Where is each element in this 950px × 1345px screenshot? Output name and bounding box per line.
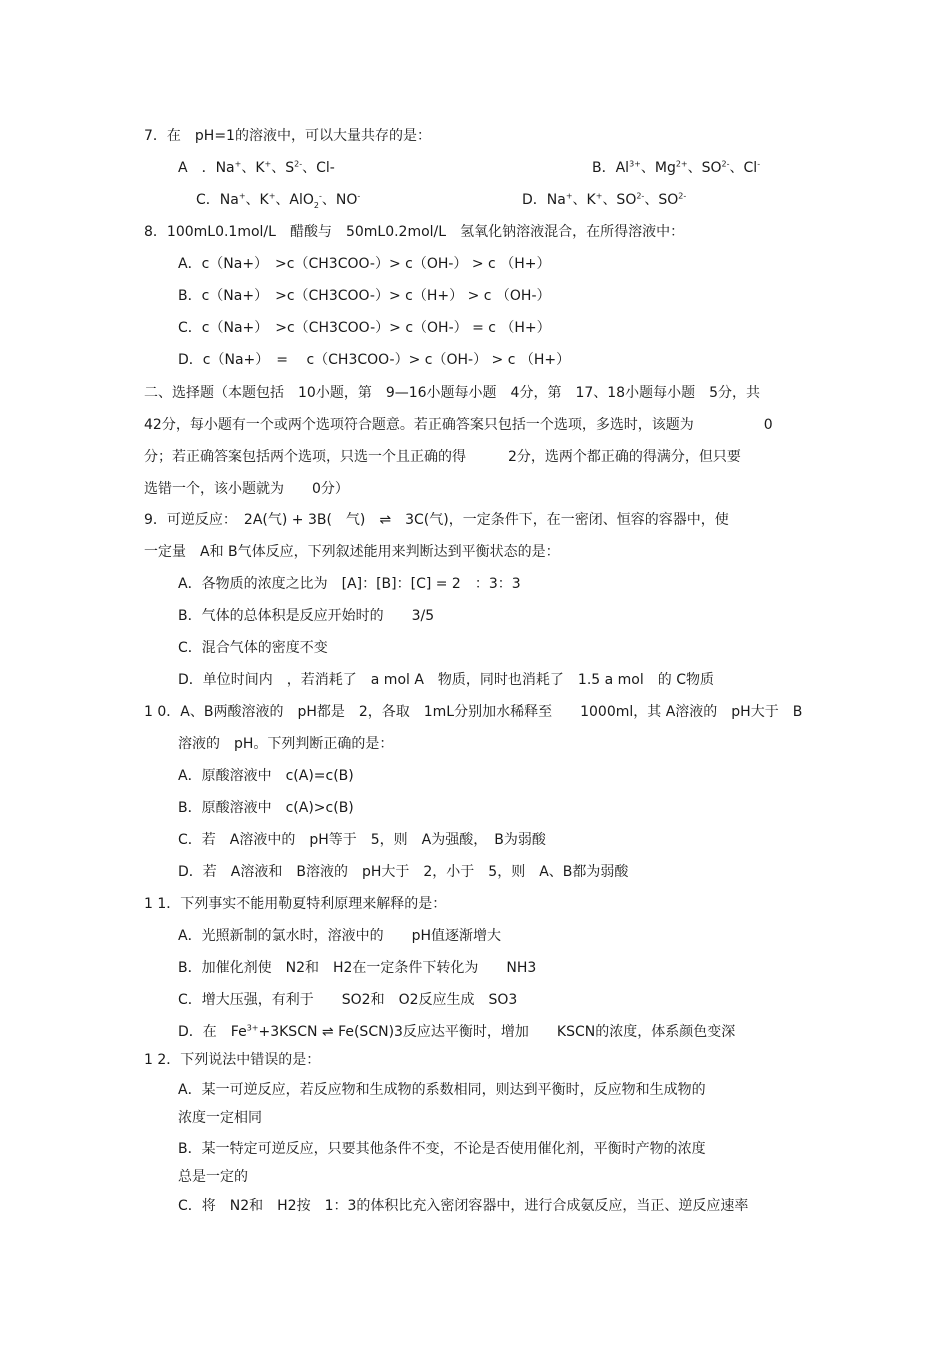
q11-option-b: B．加催化剂使 N2和 H2在一定条件下转化为 NH3 [178,960,537,976]
q12-stem: 1 2．下列说法中错误的是： [144,1052,321,1068]
q7-option-a: A ．Na+、K+、$S^{2-}$、Cl- [178,159,335,176]
q11-option-c: C．增大压强，有利于 SO2和 O2反应生成 SO3 [178,992,518,1008]
q7-option-c: C．Na+、K+、AlO$_2$-、NO- [196,191,361,210]
q10-stem-cont: 溶液的 pH。下列判断正确的是： [178,736,394,752]
q9-stem: 9．可逆反应： 2A(气) + 3B( 气) ⇌ 3C(气)，一定条件下，在一密闭、恒容的容器中，使 [144,512,729,528]
q8-option-b: B．c（Na+） >c（CH3COO-）> c（H+） > c （OH-） [178,288,551,304]
q10-stem: 1 0．A、B两酸溶液的 pH都是 2，各取 1mL分别加水稀释至 1000ml，其 A溶液的 pH大于 B [144,704,803,720]
q7-option-b: B．$Al^{3+}$、$Mg^{2+}$、$SO^{2-}$、Cl- [592,159,761,176]
q9-option-a: A．各物质的浓度之比为 [A]：[B]：[C] = 2 ：3：3 [178,576,521,592]
q7-stem: 7．在 pH=1的溶液中，可以大量共存的是： [144,128,431,144]
q7-option-d: D．Na+、K+、$SO^{2-}$、$SO^{2-}$ [522,191,687,208]
q12-option-b-cont: 总是一定的 [178,1169,248,1185]
q12-option-a: A．某一可逆反应，若反应物和生成物的系数相同，则达到平衡时，反应物和生成物的 [178,1082,706,1098]
q10-option-c: C．若 A溶液中的 pH等于 5，则 A为强酸， B为弱酸 [178,832,546,848]
q8-option-c: C．c（Na+） >c（CH3COO-）> c（OH-） = c （H+） [178,320,551,336]
q9-option-d: D．单位时间内 ，若消耗了 a mol A 物质，同时也消耗了 1.5 a mol 的 C物质 [178,672,714,688]
q12-option-c: C．将 N2和 H2按 1：3的体积比充入密闭容器中，进行合成氨反应，当正、逆反应速率 [178,1198,749,1214]
q10-option-b: B．原酸溶液中 c(A)>c(B) [178,800,354,816]
q9-option-b: B．气体的总体积是反应开始时的 3/5 [178,608,435,624]
q9-option-c: C．混合气体的密度不变 [178,640,328,656]
q8-option-a: A．c（Na+） >c（CH3COO-）> c（OH-） > c （H+） [178,256,551,272]
section2-line-3: 分；若正确答案包括两个选项，只选一个且正确的得 2分，选两个都正确的得满分，但只要 [144,449,741,465]
q12-option-a-cont: 浓度一定相同 [178,1110,262,1126]
q8-option-d: D．c（Na+） = c（CH3COO-）> c（OH-） > c （H+） [178,352,571,368]
section2-line-2: 42分，每小题有一个或两个选项符合题意。若正确答案只包括一个选项，多选时，该题为 0 [144,417,773,433]
q11-option-a: A．光照新制的氯水时，溶液中的 pH值逐渐增大 [178,928,501,944]
section2-line-4: 选错一个，该小题就为 0分） [144,481,349,497]
q11-stem: 1 1．下列事实不能用勒夏特利原理来解释的是： [144,896,447,912]
q9-stem-cont: 一定量 A和 B气体反应，下列叙述能用来判断达到平衡状态的是： [144,544,560,560]
q11-option-d: D．在 $Fe^{3+}+3KSCN$ ⇌ Fe(SCN)3反应达平衡时，增加 KSCN的浓度，体系颜色变深 [178,1023,736,1040]
section2-line-1: 二、选择题（本题包括 10小题，第 9—16小题每小题 4分，第 17、18小题每小题 5分，共 [144,385,760,401]
q8-stem: 8．100mL0.1mol/L 醋酸与 50mL0.2mol/L 氢氧化钠溶液混合，在所得溶液中： [144,224,685,240]
q10-option-a: A．原酸溶液中 c(A)=c(B) [178,768,354,784]
q10-option-d: D．若 A溶液和 B溶液的 pH大于 2，小于 5，则 A、B都为弱酸 [178,864,629,880]
q12-option-b: B．某一特定可逆反应，只要其他条件不变，不论是否使用催化剂，平衡时产物的浓度 [178,1141,706,1157]
